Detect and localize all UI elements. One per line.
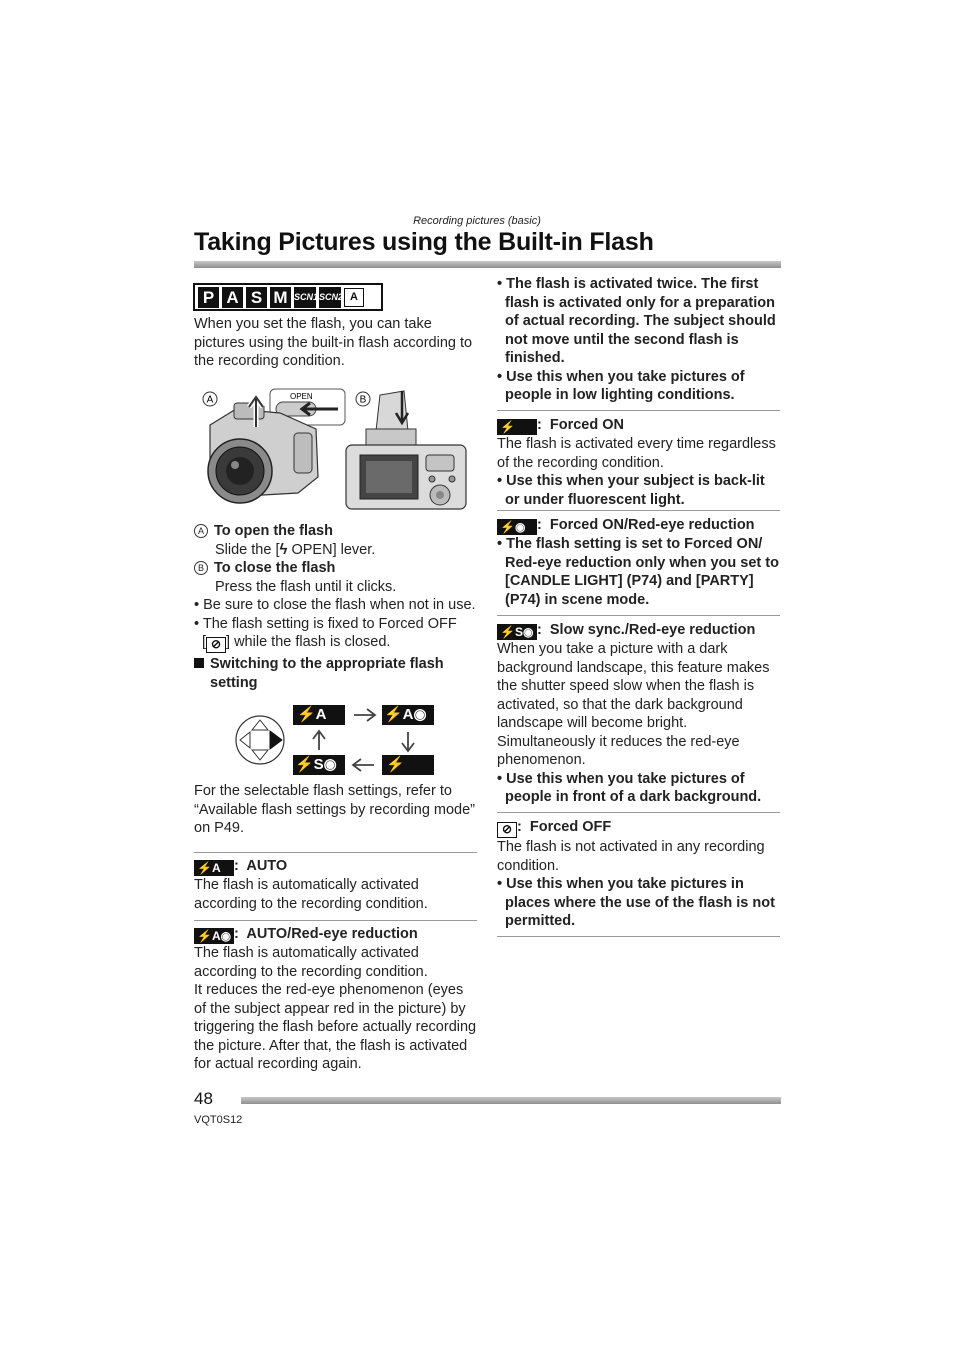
bullet-low-light: • Use this when you take pictures of people in low lighting conditions.	[497, 368, 745, 403]
auto-redeye-body2: It reduces the red-eye phenomenon (eyes of the subject appear red in the picture) by triggering the flash before actually recording the picture. After that, the flash is activated for actual recording again.	[194, 982, 477, 1072]
auto-redeye-section: ⚡A◉ : AUTO/Red-eye reduction The flash is automatically activated according to the recording condition. It reduces the red-eye phenomenon (eyes of the subject appear red in the picture) by triggering the flash before actually recording the picture. After that, the flash is activated for actual recording again.	[194, 926, 477, 1072]
mode-auto-icon: A	[344, 288, 364, 307]
auto-section: ⚡A : AUTO The flash is automatically activated according to the recording condition.	[194, 857, 478, 913]
forced-off-bullet: • Use this when you take pictures in places where the use of the flash is not permitted.	[497, 876, 775, 929]
forced-on-bullet: • Use this when your subject is back-lit or under fluorescent light.	[497, 473, 765, 508]
slow-sync-section: ⚡S◉ : Slow sync./Red-eye reduction When you take a picture with a dark background landscape, this feature makes the shutter speed slow when the flash is activated, so that the dark background landscape will become bright. Simultaneously it reduces the red-eye phenomenon. • Use this when you take pictures of people in front of a dark background.	[497, 621, 781, 807]
note-forced-off-cont: [ ⊘ ] while the flash is closed.	[202, 634, 391, 651]
flash-forced-on-icon: ⚡	[382, 755, 434, 775]
page-title: Taking Pictures using the Built-in Flash	[194, 228, 654, 256]
flash-slow-sync-tag-icon: ⚡S◉	[497, 624, 537, 640]
switching-diagram	[234, 702, 444, 780]
switching-heading: Switching to the appropriate flash setting	[194, 655, 478, 692]
divider	[497, 812, 780, 813]
forced-on-body: The flash is activated every time regardless of the recording condition.	[497, 436, 776, 471]
forced-off-body: The flash is not activated in any recording condition.	[497, 839, 765, 874]
page-number: 48	[194, 1089, 213, 1108]
mode-p-icon: P	[198, 287, 219, 308]
model-code: VQT0S12	[194, 1114, 243, 1126]
step-b-text: Press the flash until it clicks.	[215, 578, 397, 595]
note-forced-off: • The flash setting is fixed to Forced OFF	[194, 615, 457, 632]
forced-off-section: ⊘ : Forced OFF The flash is not activated in any recording condition. • Use this when you take pictures in places where the use of the flash is not permitted.	[497, 818, 781, 931]
flash-forced-off-tag-icon: ⊘	[497, 822, 517, 838]
mode-m-icon: M	[270, 287, 291, 308]
step-open-flash	[194, 522, 478, 653]
arrow-down-icon	[402, 732, 414, 751]
auto-body: The flash is automatically activated according to the recording condition.	[194, 877, 428, 912]
mode-icon-strip	[193, 283, 383, 311]
forced-off-icon: ⊘	[206, 637, 226, 653]
slow-sync-bullet: • Use this when you take pictures of people in front of a dark background.	[497, 770, 762, 805]
flash-auto-icon: ⚡A	[293, 705, 345, 725]
refer-text: For the selectable flash settings, refer to “Available flash settings by recording mode” on P49.	[194, 783, 476, 836]
camera-illustration	[198, 385, 473, 515]
flash-bolt-icon: ϟ	[279, 540, 288, 558]
divider	[497, 615, 780, 616]
flash-auto-redeye-tag-icon: ⚡A◉	[194, 928, 234, 944]
section-label: Recording pictures (basic)	[413, 215, 541, 227]
arrow-right-icon	[354, 709, 375, 721]
forced-on-redeye-section: ⚡◉ : Forced ON/Red-eye reduction • The flash setting is set to Forced ON/ Red-eye reduction only when you set to [CANDLE LIGHT] (P74) and [PARTY] (P74) in scene mode.	[497, 516, 781, 609]
forced-on-section: ⚡ : Forced ON The flash is activated every time regardless of the recording condition. • Use this when your subject is back-lit or under fluorescent light.	[497, 416, 781, 509]
label-a-marker: A	[194, 524, 208, 538]
auto-redeye-body: The flash is automatically activated according to the recording condition.	[194, 945, 428, 980]
mode-scn1-icon: SCN1	[294, 287, 316, 308]
camera-illustration-svg	[198, 385, 473, 515]
switching-arrows	[234, 702, 444, 780]
step-a-title: To open the flash	[214, 523, 333, 539]
flash-auto-tag-icon: ⚡A	[194, 860, 234, 876]
right-top-bullets	[497, 275, 781, 405]
label-b: B	[359, 394, 367, 406]
divider	[497, 510, 780, 511]
arrow-left-icon	[353, 759, 374, 771]
square-bullet-icon	[194, 658, 204, 668]
divider	[194, 920, 477, 921]
label-b-marker: B	[194, 561, 208, 575]
divider	[497, 410, 780, 411]
forced-on-redeye-bullet: • The flash setting is set to Forced ON/ Red-eye reduction only when you set to [CANDLE LIGHT] (P74) and [PARTY] (P74) in scene mode.	[497, 536, 779, 608]
slow-sync-body: When you take a picture with a dark background landscape, this feature makes the shutter speed slow when the flash is activated, so that the dark background landscape will become bright.	[497, 641, 770, 731]
flash-forced-on-redeye-tag-icon: ⚡◉	[497, 519, 537, 535]
arrow-up-icon	[313, 731, 325, 750]
bullet-flash-twice: • The flash is activated twice. The first flash is activated only for a preparation of actual recording. The subject should not move until the second flash is finished.	[497, 276, 776, 366]
flash-slow-redeye-icon: ⚡S◉	[293, 755, 345, 775]
note-close-flash: • Be sure to close the flash when not in use.	[194, 597, 476, 613]
slow-sync-body2: Simultaneously it reduces the red-eye phenomenon.	[497, 733, 740, 768]
footer-bar	[241, 1097, 781, 1104]
lever-open-text: OPEN	[290, 392, 313, 401]
step-a-text-pre: Slide the [	[215, 541, 280, 558]
flash-forced-on-tag-icon: ⚡	[497, 419, 537, 435]
flash-auto-redeye-icon: ⚡A◉	[382, 705, 434, 725]
divider	[497, 936, 780, 937]
step-a-text-post: OPEN] lever.	[287, 541, 376, 558]
label-a: A	[206, 394, 214, 406]
mode-scn2-icon: SCN2	[319, 287, 341, 308]
mode-s-icon: S	[246, 287, 267, 308]
title-bar	[194, 261, 781, 268]
mode-a-icon: A	[222, 287, 243, 308]
intro-text: When you set the flash, you can take pictures using the built-in flash according to the recording condition.	[194, 316, 473, 369]
step-b-title: To close the flash	[214, 560, 336, 576]
divider	[194, 852, 477, 853]
